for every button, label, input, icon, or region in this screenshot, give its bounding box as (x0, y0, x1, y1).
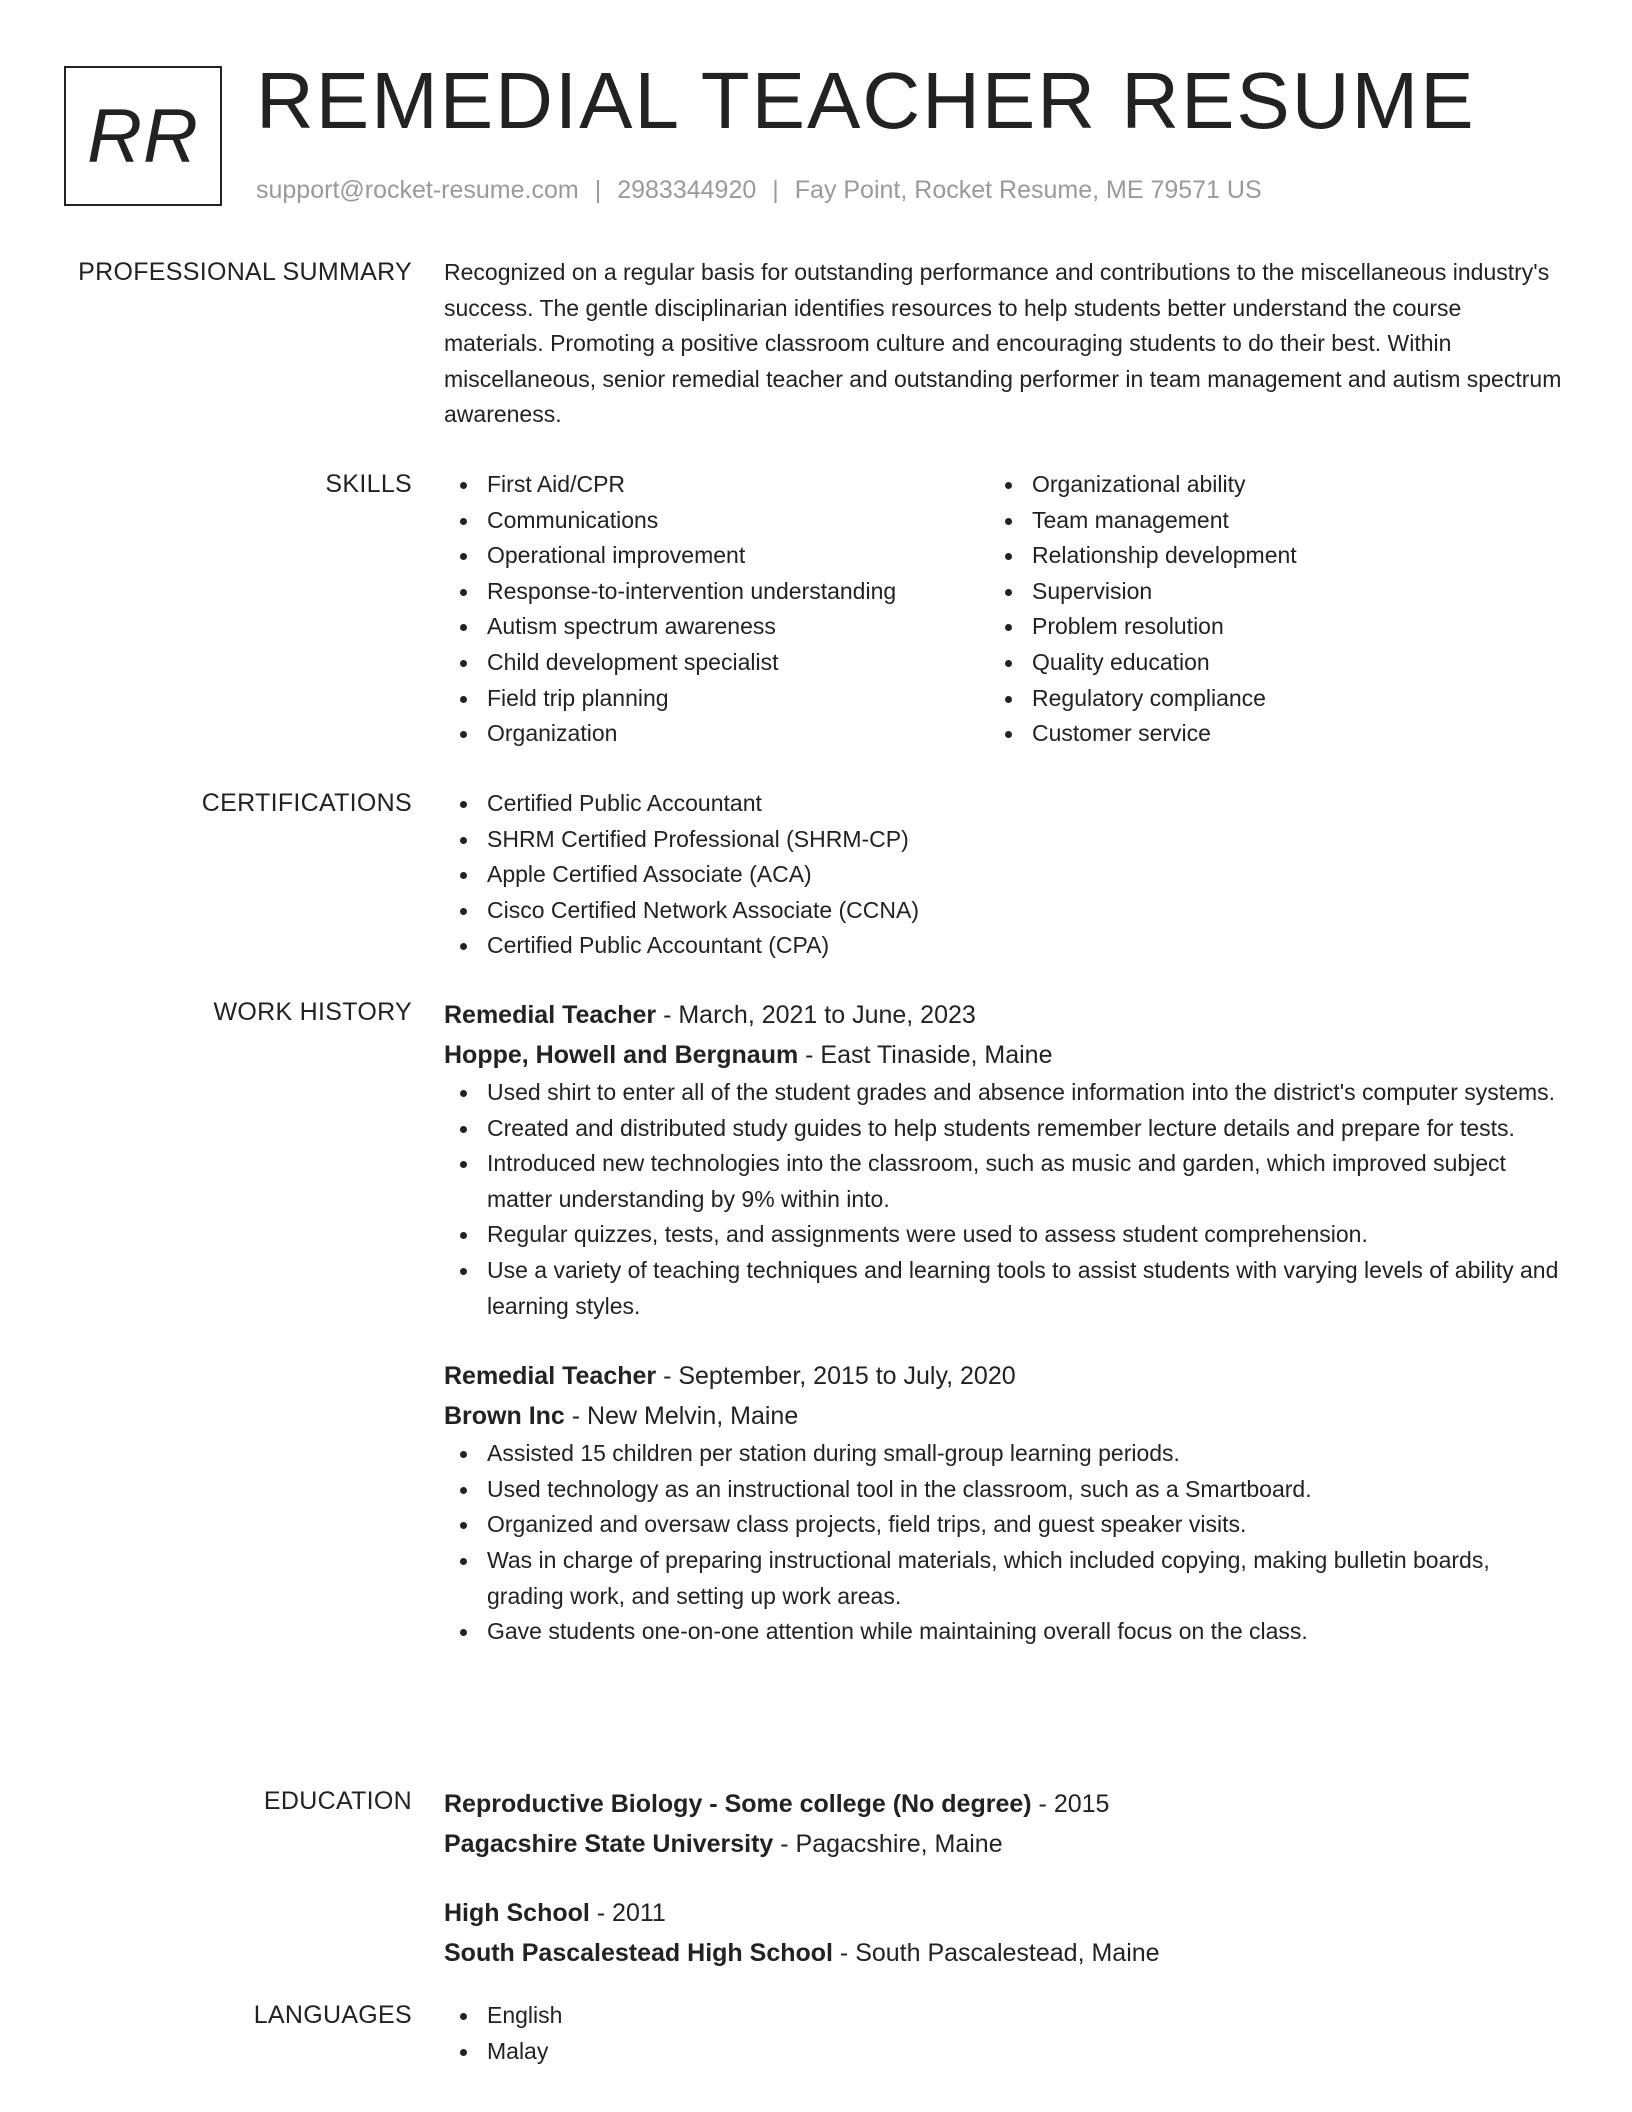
skill-item: Quality education (989, 645, 1534, 681)
skill-item: Customer service (989, 716, 1534, 752)
job-duty: Regular quizzes, tests, and assignments were used to assess student comprehension. (444, 1217, 1564, 1253)
job-title-line (444, 1356, 1564, 1396)
education-entry (444, 1893, 1564, 1973)
certification-item: SHRM Certified Professional (SHRM-CP) (444, 822, 1564, 858)
job-duties-list (444, 1075, 1564, 1324)
resume-title: REMEDIAL TEACHER RESUME (256, 56, 1476, 145)
skill-item: Relationship development (989, 538, 1534, 574)
job-entry (444, 1356, 1564, 1650)
job-duty: Was in charge of preparing instructional materials, which included copying, making bulletin boards, grading work, and setting up work areas. (444, 1543, 1564, 1614)
certification-item: Certified Public Accountant (CPA) (444, 928, 1564, 964)
language-item: Malay (444, 2034, 1564, 2070)
skills-list-left (444, 467, 989, 752)
contact-email[interactable]: support@rocket-resume.com (256, 176, 579, 204)
contact-address: Fay Point, Rocket Resume, ME 79571 US (794, 176, 1262, 204)
languages-list (444, 1998, 1564, 2069)
education-location: - Pagacshire, Maine (773, 1830, 1003, 1858)
skill-item: Communications (444, 503, 989, 539)
job-company: Hoppe, Howell and Bergnaum (444, 1041, 799, 1069)
skills-list-right (989, 467, 1534, 752)
job-company-line (444, 1396, 1564, 1436)
education-location: - South Pascalestead, Maine (832, 1939, 1160, 1967)
certification-item: Certified Public Accountant (444, 786, 1564, 822)
education-degree: High School (444, 1899, 590, 1927)
skill-item: Autism spectrum awareness (444, 609, 989, 645)
education-degree-line (444, 1893, 1564, 1933)
job-duty: Created and distributed study guides to help students remember lecture details and prepare for tests. (444, 1111, 1564, 1147)
education-degree-line (444, 1784, 1564, 1824)
job-duty: Used shirt to enter all of the student grades and absence information into the district's computer systems. (444, 1075, 1564, 1111)
skill-item: Team management (989, 503, 1534, 539)
job-duty: Organized and oversaw class projects, field trips, and guest speaker visits. (444, 1507, 1564, 1543)
skill-item: Supervision (989, 574, 1534, 610)
monogram-logo: RR (64, 66, 222, 206)
languages-heading: LANGUAGES (253, 2001, 412, 2029)
job-title-line (444, 995, 1564, 1035)
contact-line (256, 172, 1262, 208)
job-duties-list (444, 1436, 1564, 1650)
contact-separator: | (594, 176, 602, 204)
skill-item: Organization (444, 716, 989, 752)
job-duty: Assisted 15 children per station during small-group learning periods. (444, 1436, 1564, 1472)
education-entry (444, 1784, 1564, 1864)
summary-heading: PROFESSIONAL SUMMARY (78, 258, 412, 286)
skill-item: First Aid/CPR (444, 467, 989, 503)
education-degree: Reproductive Biology - Some college (No degree) (444, 1790, 1032, 1818)
job-duty: Gave students one-on-one attention while maintaining overall focus on the class. (444, 1614, 1564, 1650)
skills-heading: SKILLS (325, 470, 412, 498)
job-dates: - September, 2015 to July, 2020 (656, 1362, 1016, 1391)
job-entry (444, 995, 1564, 1324)
education-year: - 2015 (1031, 1790, 1110, 1818)
skill-item: Regulatory compliance (989, 681, 1534, 717)
job-location: - East Tinaside, Maine (798, 1041, 1053, 1069)
job-company-line (444, 1035, 1564, 1075)
language-item: English (444, 1998, 1564, 2034)
education-school-line (444, 1824, 1564, 1864)
job-title: Remedial Teacher (444, 1362, 657, 1391)
education-year: - 2011 (589, 1899, 666, 1927)
contact-phone[interactable]: 2983344920 (617, 176, 757, 204)
skill-item: Child development specialist (444, 645, 989, 681)
summary-text: Recognized on a regular basis for outstanding performance and contributions to the miscellaneous industry's success. The gentle disciplinarian identifies resources to help students better understand the course materials. Promoting a positive classroom culture and encouraging students to do their best. Within miscellaneous, senior remedial teacher and outstanding performer in team management and autism spectrum awareness. (444, 259, 1562, 428)
work-history-heading: WORK HISTORY (213, 998, 412, 1026)
education-school: South Pascalestead High School (444, 1939, 833, 1967)
job-company: Brown Inc (444, 1402, 565, 1431)
job-duty: Use a variety of teaching techniques and learning tools to assist students with varying levels of ability and learning styles. (444, 1253, 1564, 1324)
skill-item: Operational improvement (444, 538, 989, 574)
skill-item: Response-to-intervention understanding (444, 574, 989, 610)
education-school: Pagacshire State University (444, 1830, 774, 1858)
job-location: - New Melvin, Maine (564, 1402, 799, 1431)
skill-item: Problem resolution (989, 609, 1534, 645)
contact-separator: | (772, 176, 779, 204)
certifications-list (444, 786, 1564, 964)
education-heading: EDUCATION (263, 1787, 412, 1815)
job-dates: - March, 2021 to June, 2023 (656, 1001, 976, 1029)
skill-item: Field trip planning (444, 681, 989, 717)
job-duty: Introduced new technologies into the classroom, such as music and garden, which improved subject matter understanding by 9% within into. (444, 1146, 1564, 1217)
job-title: Remedial Teacher (444, 1001, 657, 1029)
certification-item: Apple Certified Associate (ACA) (444, 857, 1564, 893)
job-duty: Used technology as an instructional tool in the classroom, such as a Smartboard. (444, 1472, 1564, 1508)
certifications-heading: CERTIFICATIONS (201, 789, 412, 817)
skill-item: Organizational ability (989, 467, 1534, 503)
education-school-line (444, 1933, 1564, 1973)
certification-item: Cisco Certified Network Associate (CCNA) (444, 893, 1564, 929)
